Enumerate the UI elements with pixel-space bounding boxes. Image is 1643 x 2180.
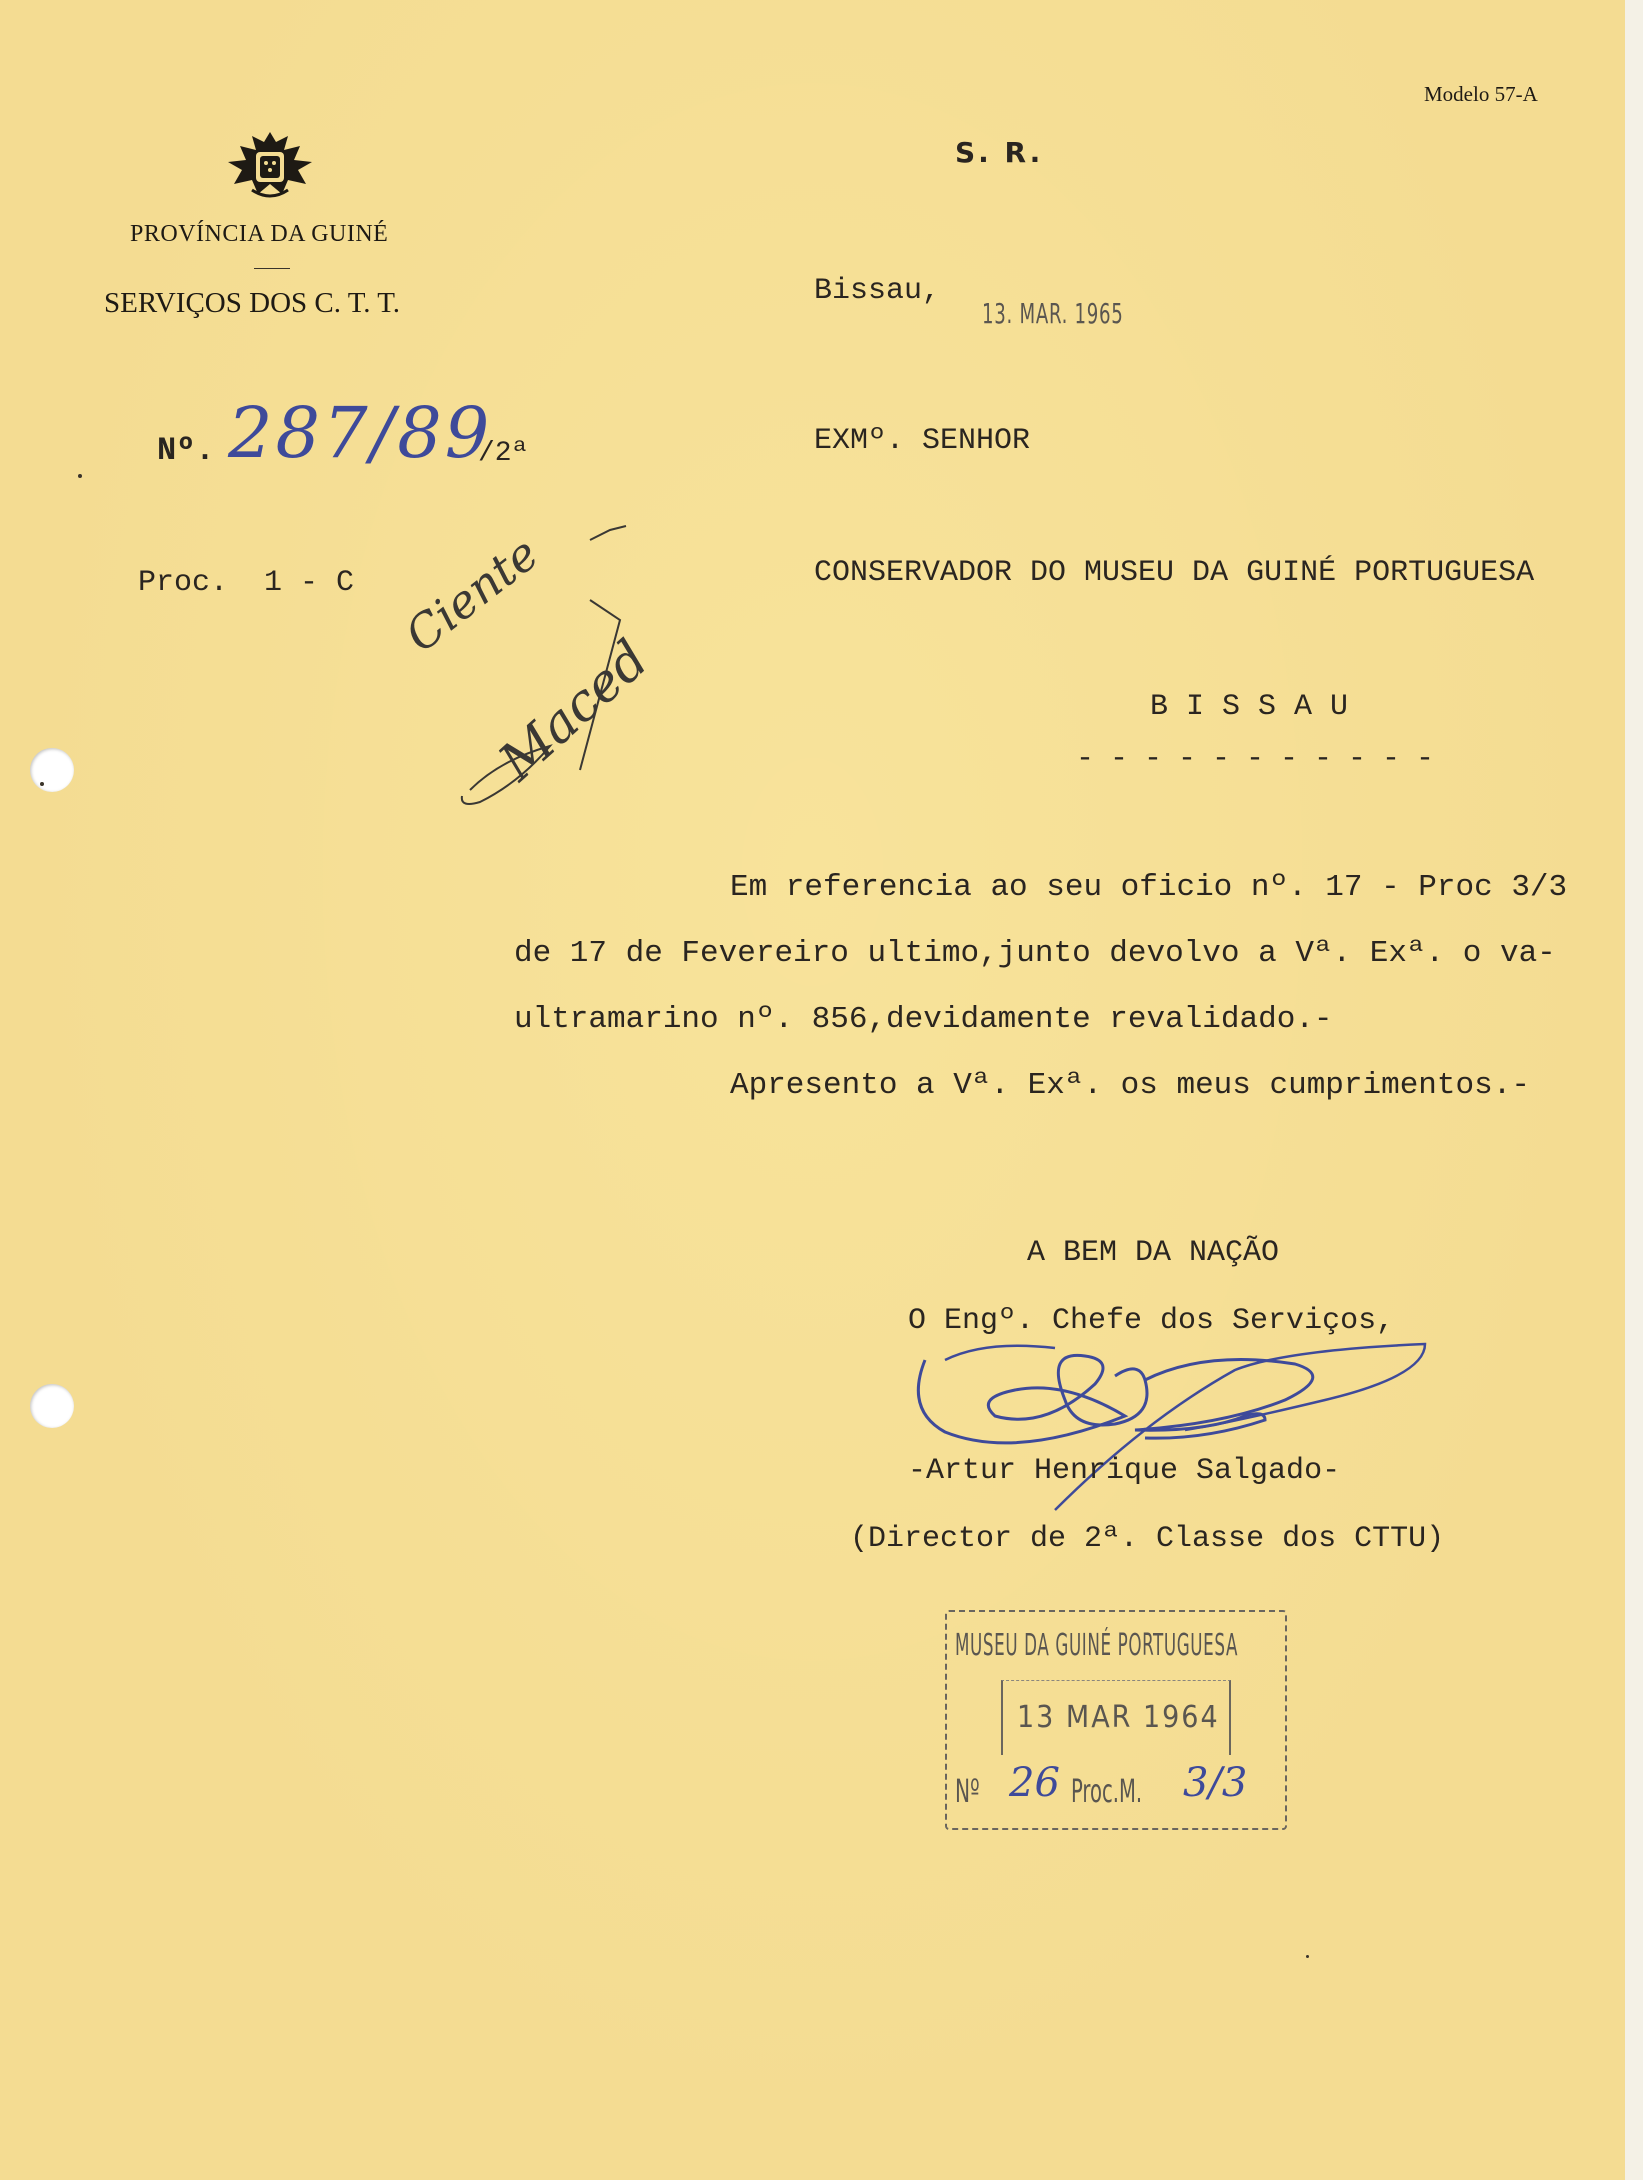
form-model: Modelo 57-A [1424,82,1538,106]
addressee-title: CONSERVADOR DO MUSEU DA GUINÉ PORTUGUESA [814,556,1535,590]
signatory-name: -Artur Henrique Salgado- [908,1454,1341,1488]
binder-hole-top [30,748,74,792]
signature-icon [905,1320,1445,1520]
body-line-4: Apresento a Vª. Exª. os meus cumprimentos.- [730,1068,1530,1103]
addressee-rule: - - - - - - - - - - - [1076,742,1434,776]
place: Bissau, [814,274,941,308]
signatory-role: O Engº. Chefe dos Serviços, [908,1304,1395,1338]
speck [40,782,44,786]
number-suffix: /2ª [478,438,529,469]
signatory-title: (Director de 2ª. Classe dos CTTU) [850,1522,1445,1556]
number-prefix: Nº. [157,432,215,469]
speck [78,474,82,478]
handwritten-number: 287/89 [228,392,493,474]
province-heading: PROVÍNCIA DA GUINÉ [130,221,389,247]
receipt-stamp [945,1610,1287,1830]
stamp-institution: MUSEU DA GUINÉ PORTUGUESA [955,1628,1239,1663]
marginal-signature-flourish-icon [440,520,680,820]
stamp-proc: 3/3 [1183,1760,1248,1806]
coat-of-arms-icon [222,128,318,204]
binder-hole-bottom [30,1384,74,1428]
stamp-proc-label: Proc.M. [1071,1772,1143,1810]
speck [1306,1955,1309,1958]
body-line-1: Em referencia ao seu oficio nº. 17 - Proc 3/3 [730,870,1568,905]
marginal-note: Ciente [395,526,549,663]
salutation: EXMº. SENHOR [814,424,1031,458]
heading-divider [254,268,290,269]
stamp-number-label: Nº [955,1772,980,1810]
stamp-number: 26 [1009,1760,1060,1806]
stamp-date: 13 MAR 1964 [1017,1700,1220,1735]
process-reference: Proc. 1 - C [138,566,355,600]
date-stamp: 13. MAR. 1965 [982,297,1124,330]
body-line-2: de 17 de Fevereiro ultimo,junto devolvo a Vª. Exª. o va- [514,936,1556,971]
security-mark: S. R. [955,136,1044,169]
body-line-3: ultramarino nº. 856,devidamente revalidado.- [514,1002,1333,1037]
closing: A BEM DA NAÇÃO [1027,1236,1280,1270]
marginal-signature: Maced [488,629,661,793]
service-heading: SERVIÇOS DOS C. T. T. [104,287,401,319]
addressee-city: B I S S A U [1150,690,1349,724]
